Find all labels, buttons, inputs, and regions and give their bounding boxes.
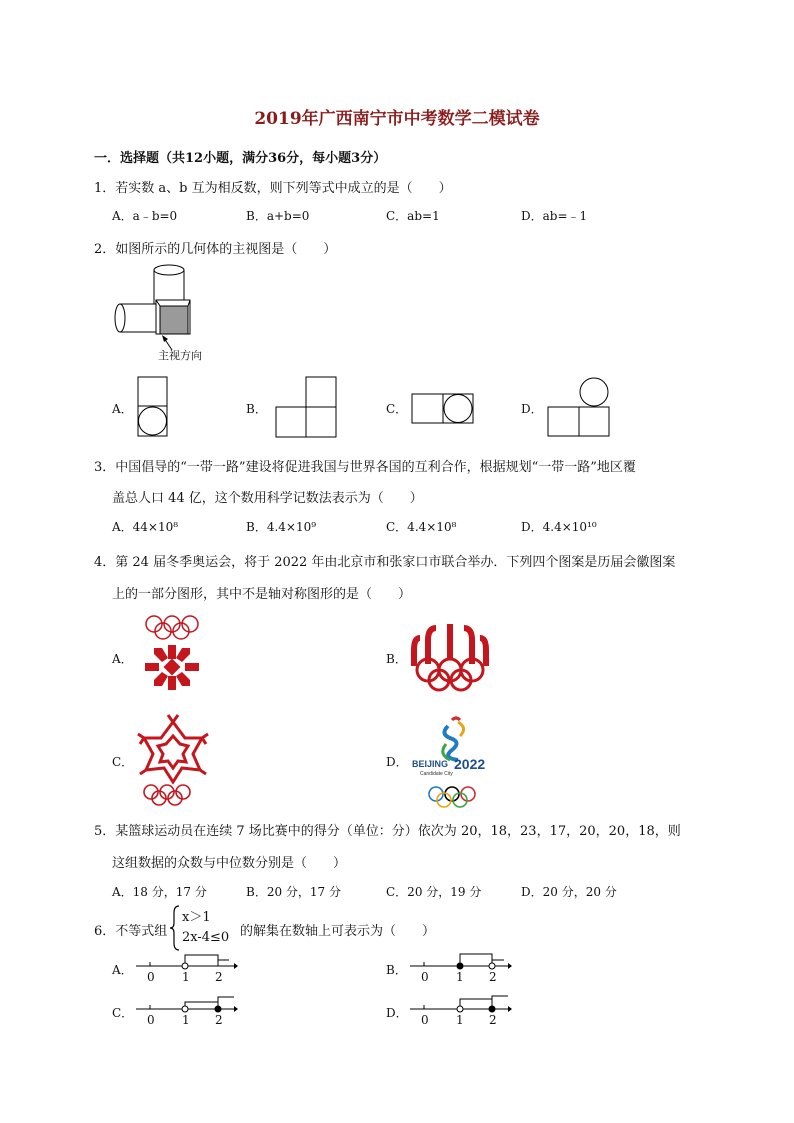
- q1-option-d[interactable]: D．ab=﹣1: [521, 209, 588, 223]
- question-6-prefix: 6．不等式组: [94, 924, 168, 939]
- q3-option-d[interactable]: D．4.4×10¹⁰: [521, 520, 597, 534]
- q6-d-tick-0: 0: [421, 1013, 429, 1027]
- q2-option-c-figure: [411, 393, 475, 425]
- section-header: 一．选择题（共12小题，满分36分，每小题3分）: [94, 151, 387, 166]
- q4-option-a-emblem: [140, 612, 204, 696]
- q6-option-b[interactable]: B．: [386, 963, 407, 977]
- q6-a-tick-2: 2: [215, 970, 223, 984]
- beijing-text: BEIJING: [412, 759, 449, 769]
- q2-option-c[interactable]: C．: [386, 402, 408, 416]
- q6-a-tick-1: 1: [182, 970, 190, 984]
- q6-a-tick-0: 0: [147, 970, 155, 984]
- q4-option-b-emblem: [410, 618, 490, 692]
- question-4-line2: 上的一部分图形，其中不是轴对称图形的是（ ）: [112, 587, 412, 602]
- q6-c-tick-1: 1: [182, 1013, 190, 1027]
- q1-option-b[interactable]: B．a+b=0: [246, 209, 310, 223]
- q2-option-d-figure: [547, 376, 611, 438]
- brace-icon: [170, 905, 180, 951]
- q2-option-a[interactable]: A．: [112, 402, 133, 416]
- q2-option-b[interactable]: B．: [246, 402, 267, 416]
- q5-option-a[interactable]: A．18 分，17 分: [112, 885, 207, 899]
- question-1-stem: 1．若实数 a、b 互为相反数，则下列等式中成立的是（ ）: [94, 181, 452, 196]
- q4-option-a[interactable]: A．: [112, 652, 133, 666]
- q1-option-a[interactable]: A．a﹣b=0: [112, 209, 178, 223]
- q2-option-b-figure: [275, 376, 337, 438]
- inequality-2: 2x-4≤0: [182, 930, 230, 945]
- q3-option-b[interactable]: B．4.4×10⁹: [246, 520, 317, 534]
- q6-c-tick-2: 2: [215, 1013, 223, 1027]
- q4-option-c-emblem: [138, 712, 208, 806]
- q4-option-c[interactable]: C．: [112, 755, 134, 769]
- question-6-suffix: 的解集在数轴上可表示为（ ）: [240, 924, 436, 939]
- q4-option-d[interactable]: D．: [386, 755, 408, 769]
- view-direction-label: 主视方向: [158, 349, 202, 362]
- page-title: 2019年广西南宁市中考数学二模试卷: [254, 109, 540, 129]
- inequality-1: x＞1: [182, 910, 211, 925]
- question-4-line1: 4．第 24 届冬季奥运会，将于 2022 年由北京市和张家口市联合举办．下列四个图案是历届会徽图案: [94, 555, 676, 570]
- q3-option-a[interactable]: A．44×10⁸: [112, 520, 179, 534]
- q6-b-tick-1: 1: [456, 970, 464, 984]
- q5-option-b[interactable]: B．20 分，17 分: [246, 885, 341, 899]
- q3-option-c[interactable]: C．4.4×10⁸: [386, 520, 457, 534]
- q2-option-d[interactable]: D．: [521, 402, 543, 416]
- q4-option-b[interactable]: B．: [386, 652, 407, 666]
- q5-option-c[interactable]: C．20 分，19 分: [386, 885, 482, 899]
- question-5-line2: 这组数据的众数与中位数分别是（ ）: [112, 856, 347, 871]
- q6-option-a[interactable]: A．: [112, 963, 133, 977]
- q5-option-d[interactable]: D．20 分，20 分: [521, 885, 617, 899]
- q6-option-c[interactable]: C．: [112, 1006, 134, 1020]
- q6-option-d[interactable]: D．: [386, 1006, 408, 1020]
- q2-option-a-figure: [137, 376, 169, 438]
- question-3-line1: 3．中国倡导的“一带一路”建设将促进我国与世界各国的互利合作，根据规划“一带一路”地区覆: [94, 460, 636, 475]
- beijing-sub: Candidate City: [420, 771, 453, 777]
- q6-d-tick-1: 1: [456, 1013, 464, 1027]
- q6-b-tick-2: 2: [489, 970, 497, 984]
- question-3-line2: 盖总人口 44 亿，这个数用科学记数法表示为（ ）: [112, 491, 423, 506]
- q6-b-tick-0: 0: [421, 970, 429, 984]
- q6-d-tick-2: 2: [489, 1013, 497, 1027]
- question-5-line1: 5．某篮球运动员在连续 7 场比赛中的得分（单位：分）依次为 20，18，23，17，20，20，18，则: [94, 824, 681, 839]
- beijing-year: 2022: [454, 756, 486, 772]
- q6-c-tick-0: 0: [147, 1013, 155, 1027]
- question-2-stem: 2．如图所示的几何体的主视图是（ ）: [94, 242, 337, 257]
- q1-option-c[interactable]: C．ab=1: [386, 209, 440, 223]
